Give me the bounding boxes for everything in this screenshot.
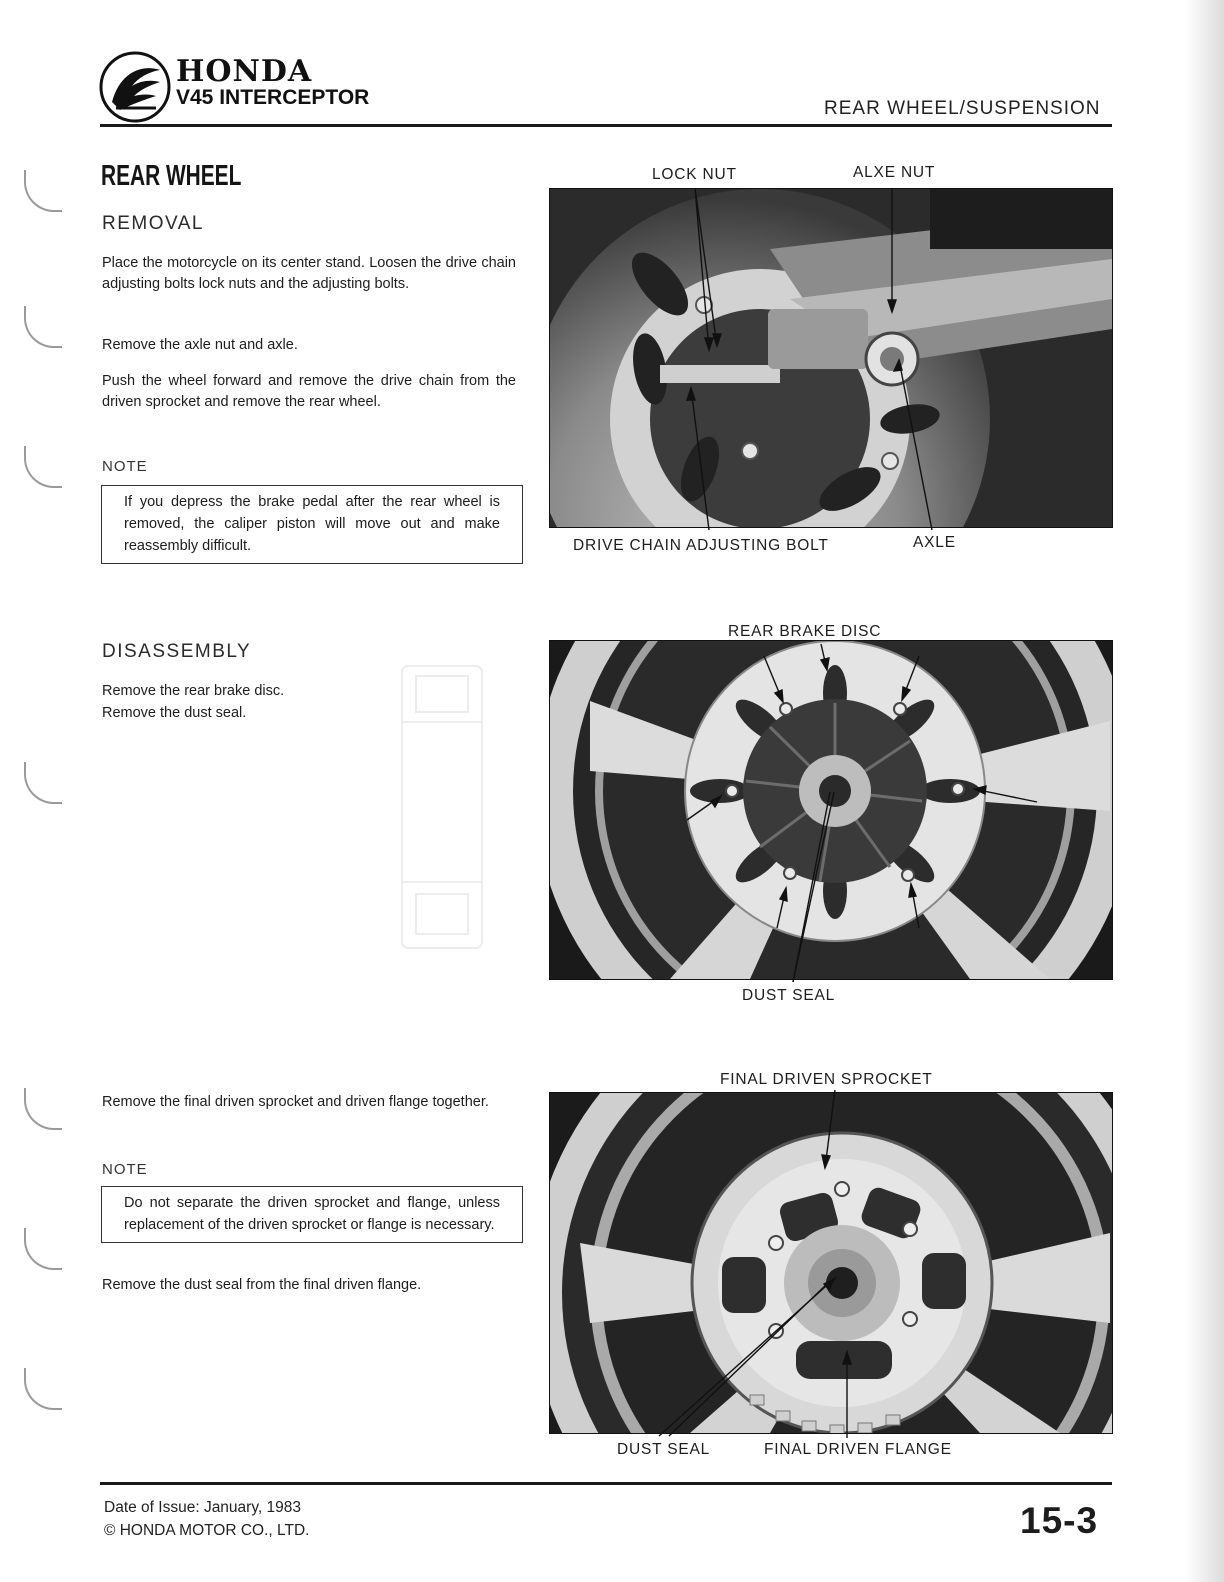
figure3-leader-lines: [549, 1082, 1111, 1442]
callout-axle-nut: ALXE NUT: [853, 164, 936, 181]
bleed-through-diagram: [396, 662, 488, 952]
honda-wing-logo-icon: [98, 50, 172, 124]
binder-ring: [24, 1088, 62, 1130]
removal-note-label: NOTE: [102, 458, 148, 475]
copyright: © HONDA MOTOR CO., LTD.: [104, 1522, 310, 1539]
callout-axle: AXLE: [913, 534, 956, 551]
header-divider: [100, 124, 1112, 127]
binder-ring: [24, 446, 62, 488]
model-name: V45 INTERCEPTOR: [176, 86, 370, 109]
page-number: 15-3: [1020, 1500, 1099, 1541]
callout-dust-seal: DUST SEAL: [742, 987, 836, 1004]
sprocket-note-label: NOTE: [102, 1161, 148, 1178]
removal-heading: REMOVAL: [102, 213, 205, 234]
binder-ring: [24, 1228, 62, 1270]
removal-paragraph-1: Place the motorcycle on its center stand. Loosen the drive chain adjusting bolts lock nuts and the adjusting bolts.: [102, 255, 516, 292]
disassembly-line-1: Remove the rear brake disc.: [102, 683, 285, 699]
binder-ring: [24, 762, 62, 804]
binder-ring: [24, 170, 62, 212]
sprocket-paragraph-2: Remove the dust seal from the final driven flange.: [102, 1277, 422, 1293]
binder-ring: [24, 306, 62, 348]
figure1-leader-lines: [549, 150, 1111, 550]
removal-paragraph-2: Remove the axle nut and axle.: [102, 337, 298, 353]
sprocket-paragraph-1: Remove the final driven sprocket and driven flange together.: [102, 1094, 489, 1110]
callout-final-driven-sprocket: FINAL DRIVEN SPROCKET: [720, 1071, 933, 1088]
disassembly-line-2: Remove the dust seal.: [102, 705, 247, 721]
disassembly-heading: DISASSEMBLY: [102, 641, 252, 662]
sprocket-note-box: Do not separate the driven sprocket and flange, unless replacement of the driven sprocket or flange is necessary.: [101, 1186, 523, 1243]
figure2-leader-lines: [549, 630, 1111, 1000]
removal-note-box: If you depress the brake pedal after the rear wheel is removed, the caliper piston will move out and make reassembly difficult.: [101, 485, 523, 564]
callout-dust-seal-flange: DUST SEAL: [617, 1441, 711, 1458]
callout-final-driven-flange: FINAL DRIVEN FLANGE: [764, 1441, 952, 1458]
callout-drive-chain-adjusting-bolt: DRIVE CHAIN ADJUSTING BOLT: [573, 537, 829, 554]
binder-ring: [24, 1368, 62, 1410]
page-title: REAR WHEEL: [101, 160, 242, 192]
footer-divider: [100, 1482, 1112, 1485]
brand-name: HONDA: [176, 54, 313, 89]
removal-paragraph-3: Push the wheel forward and remove the drive chain from the driven sprocket and remove the rear wheel.: [102, 373, 516, 410]
callout-lock-nut: LOCK NUT: [652, 166, 737, 183]
section-header: REAR WHEEL/SUSPENSION: [824, 98, 1101, 119]
page-edge-shadow: [1185, 0, 1224, 1582]
callout-rear-brake-disc: REAR BRAKE DISC: [728, 623, 882, 640]
issue-date: Date of Issue: January, 1983: [104, 1499, 302, 1516]
